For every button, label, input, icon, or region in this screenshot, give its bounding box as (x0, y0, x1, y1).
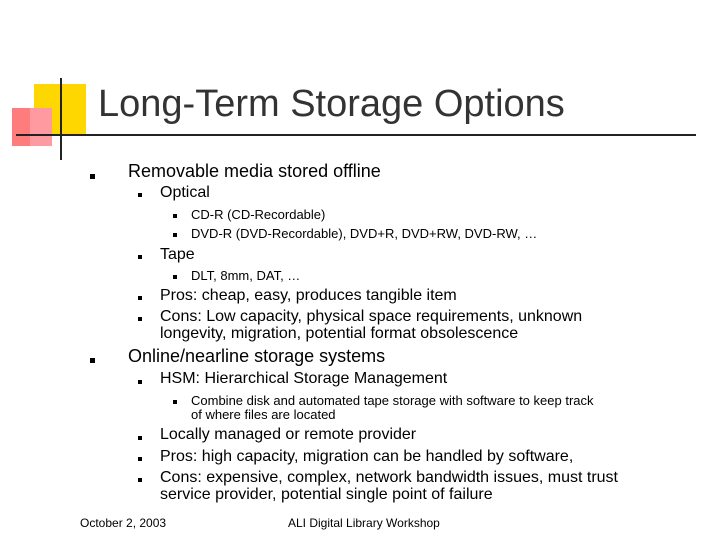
bullet-square (138, 255, 142, 259)
bullet-square (173, 400, 177, 404)
bullet-tape: Tape (160, 246, 195, 263)
bullet-cons-offline-line2: longevity, migration, potential format obsolescence (160, 325, 519, 342)
bullet-cons-online-line1: Cons: expensive, complex, network bandwidth issues, must trust (160, 469, 618, 486)
bullet-cdr: CD-R (CD-Recordable) (191, 207, 326, 222)
footer-workshop: ALI Digital Library Workshop (288, 516, 440, 530)
bullet-square (90, 174, 95, 179)
bullet-cons-offline-line1: Cons: Low capacity, physical space requirements, unknown (160, 308, 583, 325)
bullet-removable: Removable media stored offline (128, 161, 381, 181)
logo-vertical-line (60, 78, 62, 160)
bullet-square (138, 457, 142, 461)
bullet-pros-online: Pros: high capacity, migration can be handled by software, (160, 448, 574, 465)
logo-pink-overlap (30, 108, 52, 146)
bullet-square (173, 233, 177, 237)
footer-date: October 2, 2003 (80, 516, 167, 530)
bullet-square (138, 317, 142, 321)
bullet-hsm: HSM: Hierarchical Storage Management (160, 370, 448, 387)
bullet-cons-online-line2: service provider, potential single point of failure (160, 486, 493, 503)
slide-title: Long-Term Storage Options (98, 83, 565, 125)
bullet-square (138, 436, 142, 440)
bullet-square (173, 214, 177, 218)
bullet-pros-offline: Pros: cheap, easy, produces tangible item (160, 287, 457, 304)
bullet-dvdr: DVD-R (DVD-Recordable), DVD+R, DVD+RW, DVD-RW, … (191, 226, 538, 241)
bullet-square (90, 358, 95, 363)
bullet-square (138, 478, 142, 482)
bullet-combine-line2: of where files are located (191, 407, 336, 422)
bullet-square (138, 296, 142, 300)
bullet-square (138, 380, 142, 384)
bullet-optical: Optical (160, 184, 210, 201)
bullet-square (138, 193, 142, 197)
bullet-online: Online/nearline storage systems (128, 346, 386, 366)
title-underline (16, 134, 696, 136)
bullet-local: Locally managed or remote provider (160, 426, 417, 443)
bullet-dlt: DLT, 8mm, DAT, … (191, 268, 301, 283)
bullet-combine-line1: Combine disk and automated tape storage with software to keep track (191, 393, 594, 408)
bullet-square (173, 275, 177, 279)
